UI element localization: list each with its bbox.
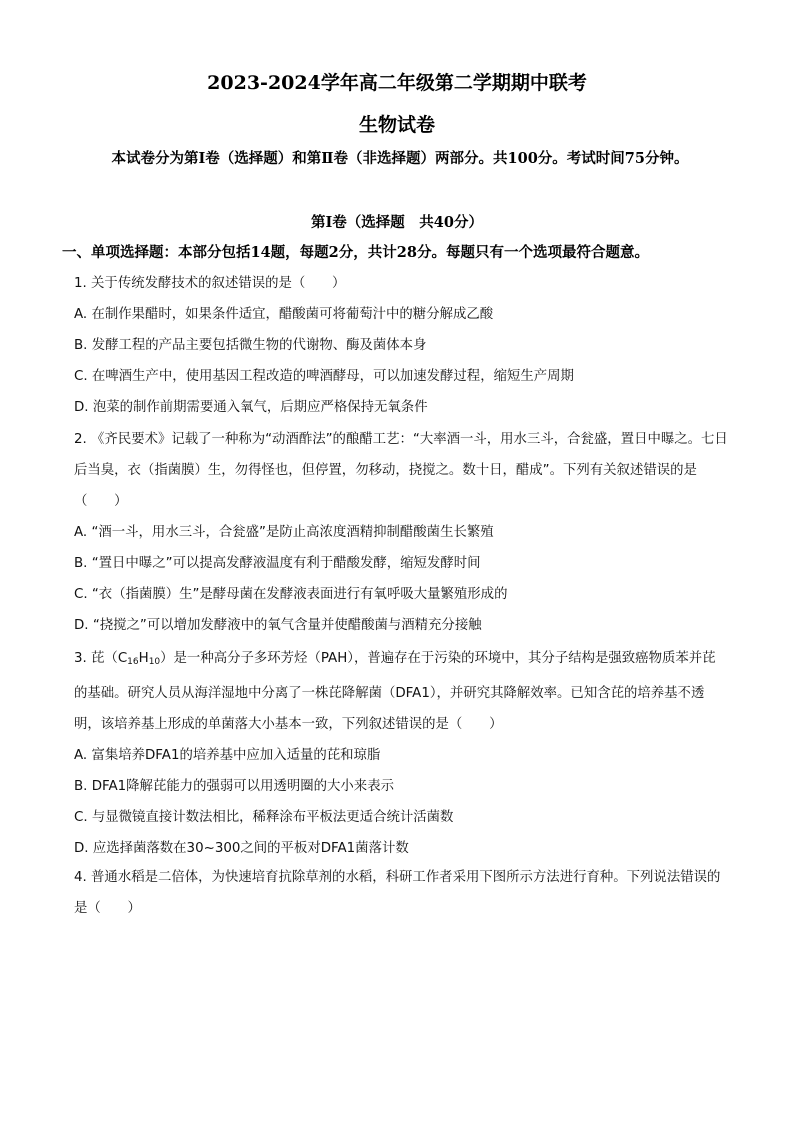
exam-subject: 生物试卷 bbox=[358, 114, 435, 136]
question-4 bbox=[74, 862, 728, 924]
option-a: A. 富集培养DFA1的培养基中应加入适量的芘和琼脂 bbox=[74, 748, 381, 763]
option-a: A. 在制作果醋时，如果条件适宜，醋酸菌可将葡萄汁中的糖分解成乙酸 bbox=[74, 307, 494, 322]
question-stem: 1. 关于传统发酵技术的叙述错误的是（ ） bbox=[74, 276, 346, 291]
question-3 bbox=[74, 643, 728, 864]
option-c: C. “衣（指菌膜）生”是酵母菌在发酵液表面进行有氧呼吸大量繁殖形成的 bbox=[74, 587, 508, 602]
option-b: B. 发酵工程的产品主要包括微生物的代谢物、酶及菌体本身 bbox=[74, 338, 427, 353]
part-heading: 第Ⅰ卷（选择题 共40分） bbox=[311, 214, 483, 231]
question-2 bbox=[74, 424, 728, 641]
option-c: C. 在啤酒生产中，使用基因工程改造的啤酒酵母，可以加速发酵过程，缩短生产周期 bbox=[74, 369, 574, 384]
question-stem: 3. 芘$(C_{16}H_{10})$是一种高分子多环芳烃（PAH），普遍存在于污染的环境中，其分子结构是强致癌物质苯并芘的基础。研究人员从海洋湿地中分离了一株芘降解菌（DFA1），并研究其降解效率。已知含芘的培养基不透明，该培养基上形成的单菌落大小基本一致，下列叙述错误的是（ ） bbox=[74, 651, 716, 732]
option-a: A. “酒一斗，用水三斗，合瓮盛”是防止高浓度酒精抑制醋酸菌生长繁殖 bbox=[74, 525, 494, 540]
option-d: D. “挠搅之”可以增加发酵液中的氧气含量并使醋酸菌与酒精充分接触 bbox=[74, 618, 482, 633]
option-b: B. “置日中曝之”可以提高发酵液温度有利于醋酸发酵，缩短发酵时间 bbox=[74, 556, 481, 571]
option-d: D. 泡菜的制作前期需要通入氧气，后期应严格保持无氧条件 bbox=[74, 400, 428, 415]
exam-intro: 本试卷分为第Ⅰ卷（选择题）和第Ⅱ卷（非选择题）两部分。共100分。考试时间75分钟。 bbox=[111, 150, 689, 167]
question-1 bbox=[74, 268, 728, 423]
option-d: D. 应选择菌落数在30~300之间的平板对DFA1菌落计数 bbox=[74, 841, 409, 856]
question-stem: 4. 普通水稻是二倍体，为快速培育抗除草剂的水稻，科研工作者采用下图所示方法进行育种。下列说法错误的是（ ） bbox=[74, 870, 721, 916]
section-heading: 一、单项选择题：本部分包括14题，每题2分，共计28分。每题只有一个选项最符合题意。 bbox=[62, 244, 649, 261]
exam-title: 2023-2024学年高二年级第二学期期中联考 bbox=[207, 72, 587, 94]
question-stem: 2. 《齐民要术》记载了一种称为“动酒酢法”的酿醋工艺：“大率酒一斗，用水三斗，合瓮盛，置日中曝之。七日后当臭，衣（指菌膜）生，勿得怪也，但停置，勿移动，挠搅之。数十日，醋成”。下列有关叙述错误的是（ ） bbox=[74, 432, 728, 509]
option-c: C. 与显微镜直接计数法相比，稀释涂布平板法更适合统计活菌数 bbox=[74, 810, 454, 825]
option-b: B. DFA1降解芘能力的强弱可以用透明圈的大小来表示 bbox=[74, 779, 394, 794]
